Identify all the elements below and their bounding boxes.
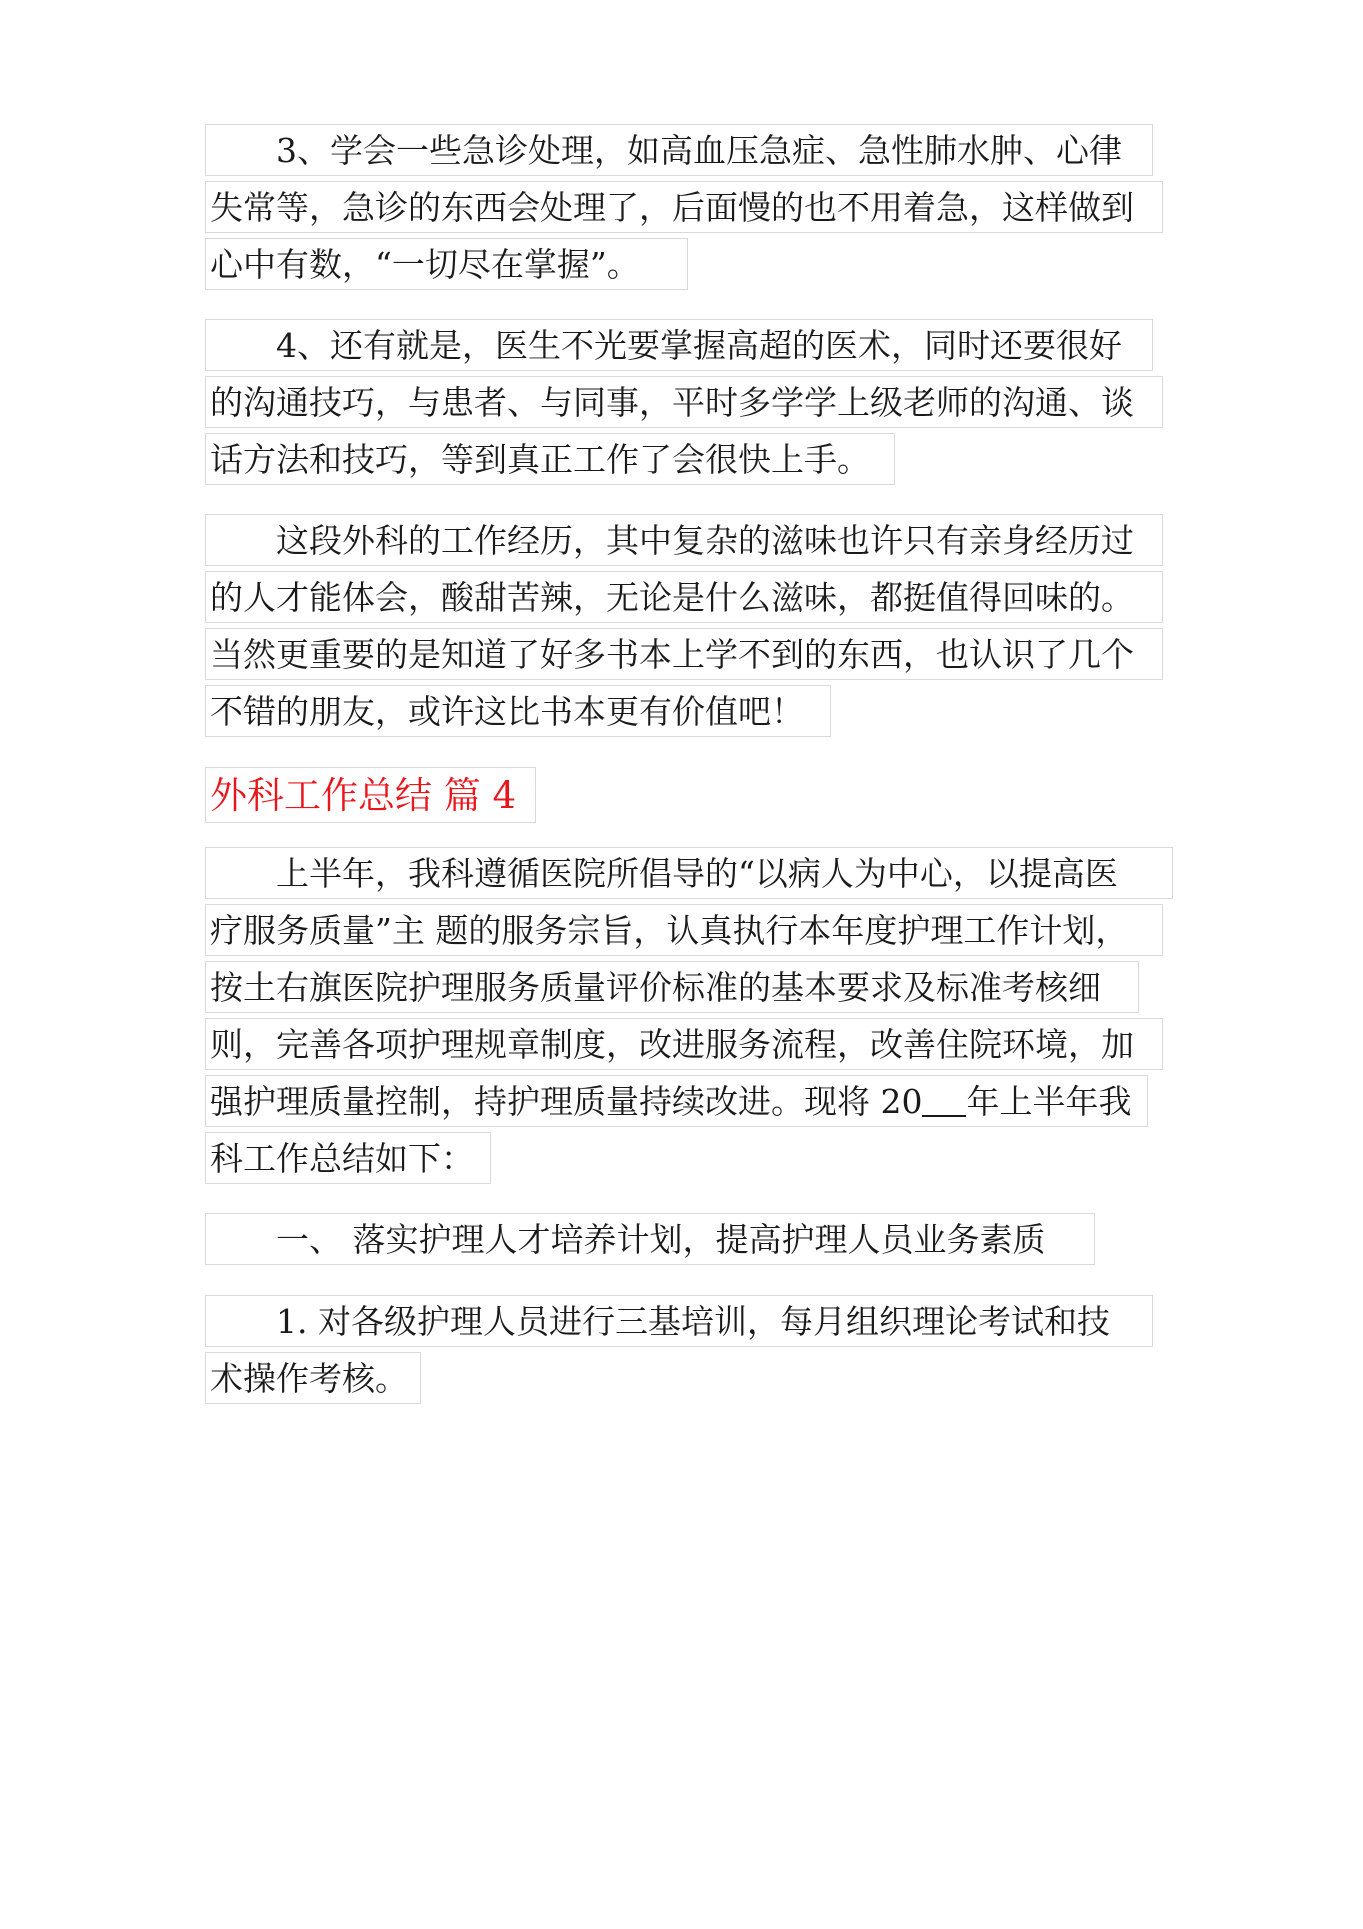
- text-line: [205, 1075, 1148, 1127]
- text-line: 的人才能体会，酸甜苦辣，无论是什么滋味，都挺值得回味的。: [205, 571, 1163, 623]
- text-line: 不错的朋友，或许这比书本更有价值吧！: [205, 685, 831, 737]
- text-line: 这段外科的工作经历，其中复杂的滋味也许只有亲身经历过: [205, 514, 1163, 566]
- text-line: 则，完善各项护理规章制度，改进服务流程，改善住院环境，加: [205, 1018, 1163, 1070]
- text-line: 心中有数，“一切尽在掌握”。: [205, 238, 688, 290]
- text-line: 按土右旗医院护理服务质量评价标准的基本要求及标准考核细: [205, 961, 1139, 1013]
- text-line: 的沟通技巧，与患者、与同事，平时多学学上级老师的沟通、谈: [205, 376, 1163, 428]
- text-line: 4、还有就是，医生不光要掌握高超的医术，同时还要很好: [205, 319, 1153, 371]
- text-line: 疗服务质量”主 题的服务宗旨，认真执行本年度护理工作计划，: [205, 904, 1163, 956]
- text-segment: 强护理质量控制，持护理质量持续改进。现将 20: [210, 1082, 923, 1121]
- text-line: 上半年，我科遵循医院所倡导的“以病人为中心，以提高医: [205, 847, 1173, 899]
- text-segment: 年上半年我: [966, 1082, 1132, 1121]
- section-heading: 外科工作总结 篇 4: [205, 767, 536, 823]
- text-line: 失常等，急诊的东西会处理了，后面慢的也不用着急，这样做到: [205, 181, 1163, 233]
- text-line: 术操作考核。: [205, 1352, 421, 1404]
- text-line: 话方法和技巧，等到真正工作了会很快上手。: [205, 433, 895, 485]
- blank-underline: [922, 1113, 966, 1117]
- section-subheading: 一、 落实护理人才培养计划，提高护理人员业务素质: [205, 1213, 1095, 1265]
- text-line: 当然更重要的是知道了好多书本上学不到的东西，也认识了几个: [205, 628, 1163, 680]
- text-line: 1. 对各级护理人员进行三基培训，每月组织理论考试和技: [205, 1295, 1153, 1347]
- text-line: 3、学会一些急诊处理，如高血压急症、急性肺水肿、心律: [205, 124, 1153, 176]
- text-line: 科工作总结如下：: [205, 1132, 491, 1184]
